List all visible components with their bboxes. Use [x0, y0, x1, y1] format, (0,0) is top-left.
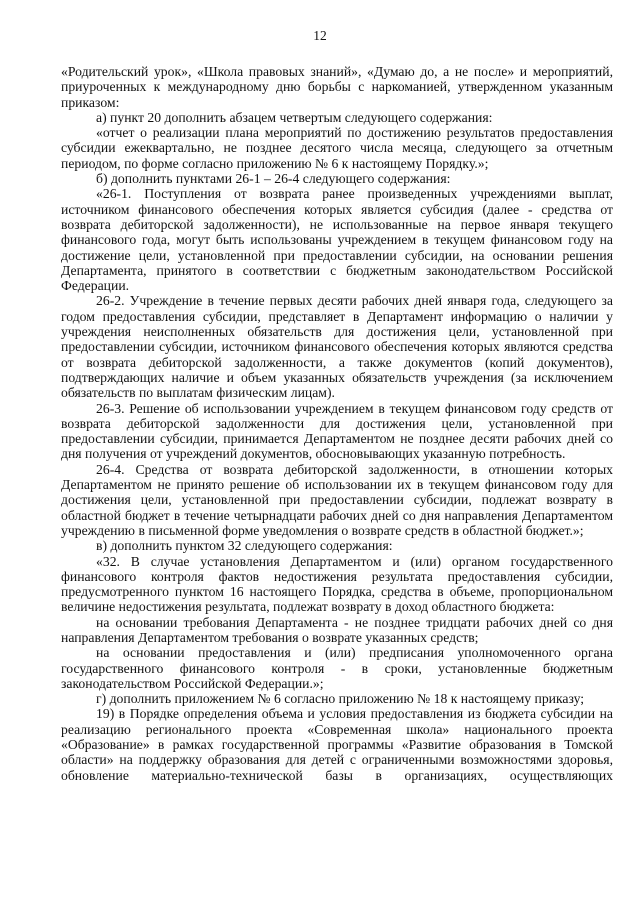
paragraph: 26-2. Учреждение в течение первых десяти рабочих дней января года, следующего за годом предоставления субсидии, представляет в Департамент информацию о наличии у учреждения неисполненных обязательств для достижения цели, установленной при предоставлении субсидии, источником финансового обеспечения которых являются средства от возврата дебиторской задолженности, а также документов (копий документов), подтверждающих наличие и объем указанных обязательств учреждения (за исключением обязательств по выплатам физическим лицам).	[61, 293, 613, 401]
paragraph: на основании предоставления и (или) предписания уполномоченного органа государственного финансового контроля - в сроки, установленные бюджетным законодательством Российской Федерации.»;	[61, 645, 613, 691]
paragraph: 26-3. Решение об использовании учреждением в текущем финансовом году средств от возврата дебиторской задолженности для достижения цели, установленной при предоставлении субсидии, принимается Департаментом не позднее десяти рабочих дней со дня получения от учреждений документов, обосновывающих указанную потребность.	[61, 400, 613, 462]
paragraph: б) дополнить пунктами 26-1 – 26-4 следующего содержания:	[96, 171, 451, 187]
paragraph: «Родительский урок», «Школа правовых знаний», «Думаю до, а не после» и мероприятий, приуроченных к международному дню борьбы с наркоманией, утвержденном указанным приказом:	[61, 64, 613, 110]
paragraph: «отчет о реализации плана мероприятий по достижению результатов предоставления субсидии ежеквартально, не позднее десятого числа месяца, следующего за отчетным периодом, по форме согласно приложению № 6 к настоящему Порядку.»;	[61, 125, 613, 171]
paragraph: г) дополнить приложением № 6 согласно приложению № 18 к настоящему приказу;	[96, 691, 585, 707]
document-body	[61, 64, 613, 783]
paragraph: а) пункт 20 дополнить абзацем четвертым следующего содержания:	[96, 109, 493, 125]
paragraph: «32. В случае установления Департаментом и (или) органом государственного финансового контроля фактов недостижения результата предоставления субсидии, предусмотренного пунктом 16 настоящего Порядка, средства в объеме, пропорциональном величине недостижения результата, подлежат возврату в доход областного бюджета:	[61, 553, 613, 615]
paragraph: на основании требования Департамента - не позднее тридцати рабочих дней со дня направления Департаментом требования о возврате указанных средств;	[61, 614, 613, 645]
paragraph: «26-1. Поступления от возврата ранее произведенных учреждениями выплат, источником финансового обеспечения которых является субсидия (далее - средства от возврата дебиторской задолженности), не использованные на первое января текущего финансового года, могут быть использованы учреждением в текущем финансовом году на достижение цели, установленной при предоставлении субсидии, на основании решения Департамента, принятого в соответствии с бюджетным законодательством Российской Федерации.	[61, 186, 613, 294]
paragraph: 26-4. Средства от возврата дебиторской задолженности, в отношении которых Департаментом не принято решение об использовании их в текущем финансовом году для достижения цели, установленной при предоставлении субсидии, подлежат возврату в областной бюджет в течение четырнадцати рабочих дней со дня направления Департаментом учреждению в письменной форме уведомления о возврате средств в областной бюджет.»;	[61, 461, 613, 538]
paragraph: в) дополнить пунктом 32 следующего содержания:	[96, 538, 393, 554]
paragraph: 19) в Порядке определения объема и условия предоставления из бюджета субсидии на реализацию регионального проекта «Современная школа» национального проекта «Образование» в рамках государственной программы «Развитие образования в Томской области» на поддержку образования для детей с ограниченными возможностями здоровья, обновление материально-технической базы в организациях, осуществляющих	[61, 706, 613, 783]
page-number: 12	[313, 28, 327, 43]
